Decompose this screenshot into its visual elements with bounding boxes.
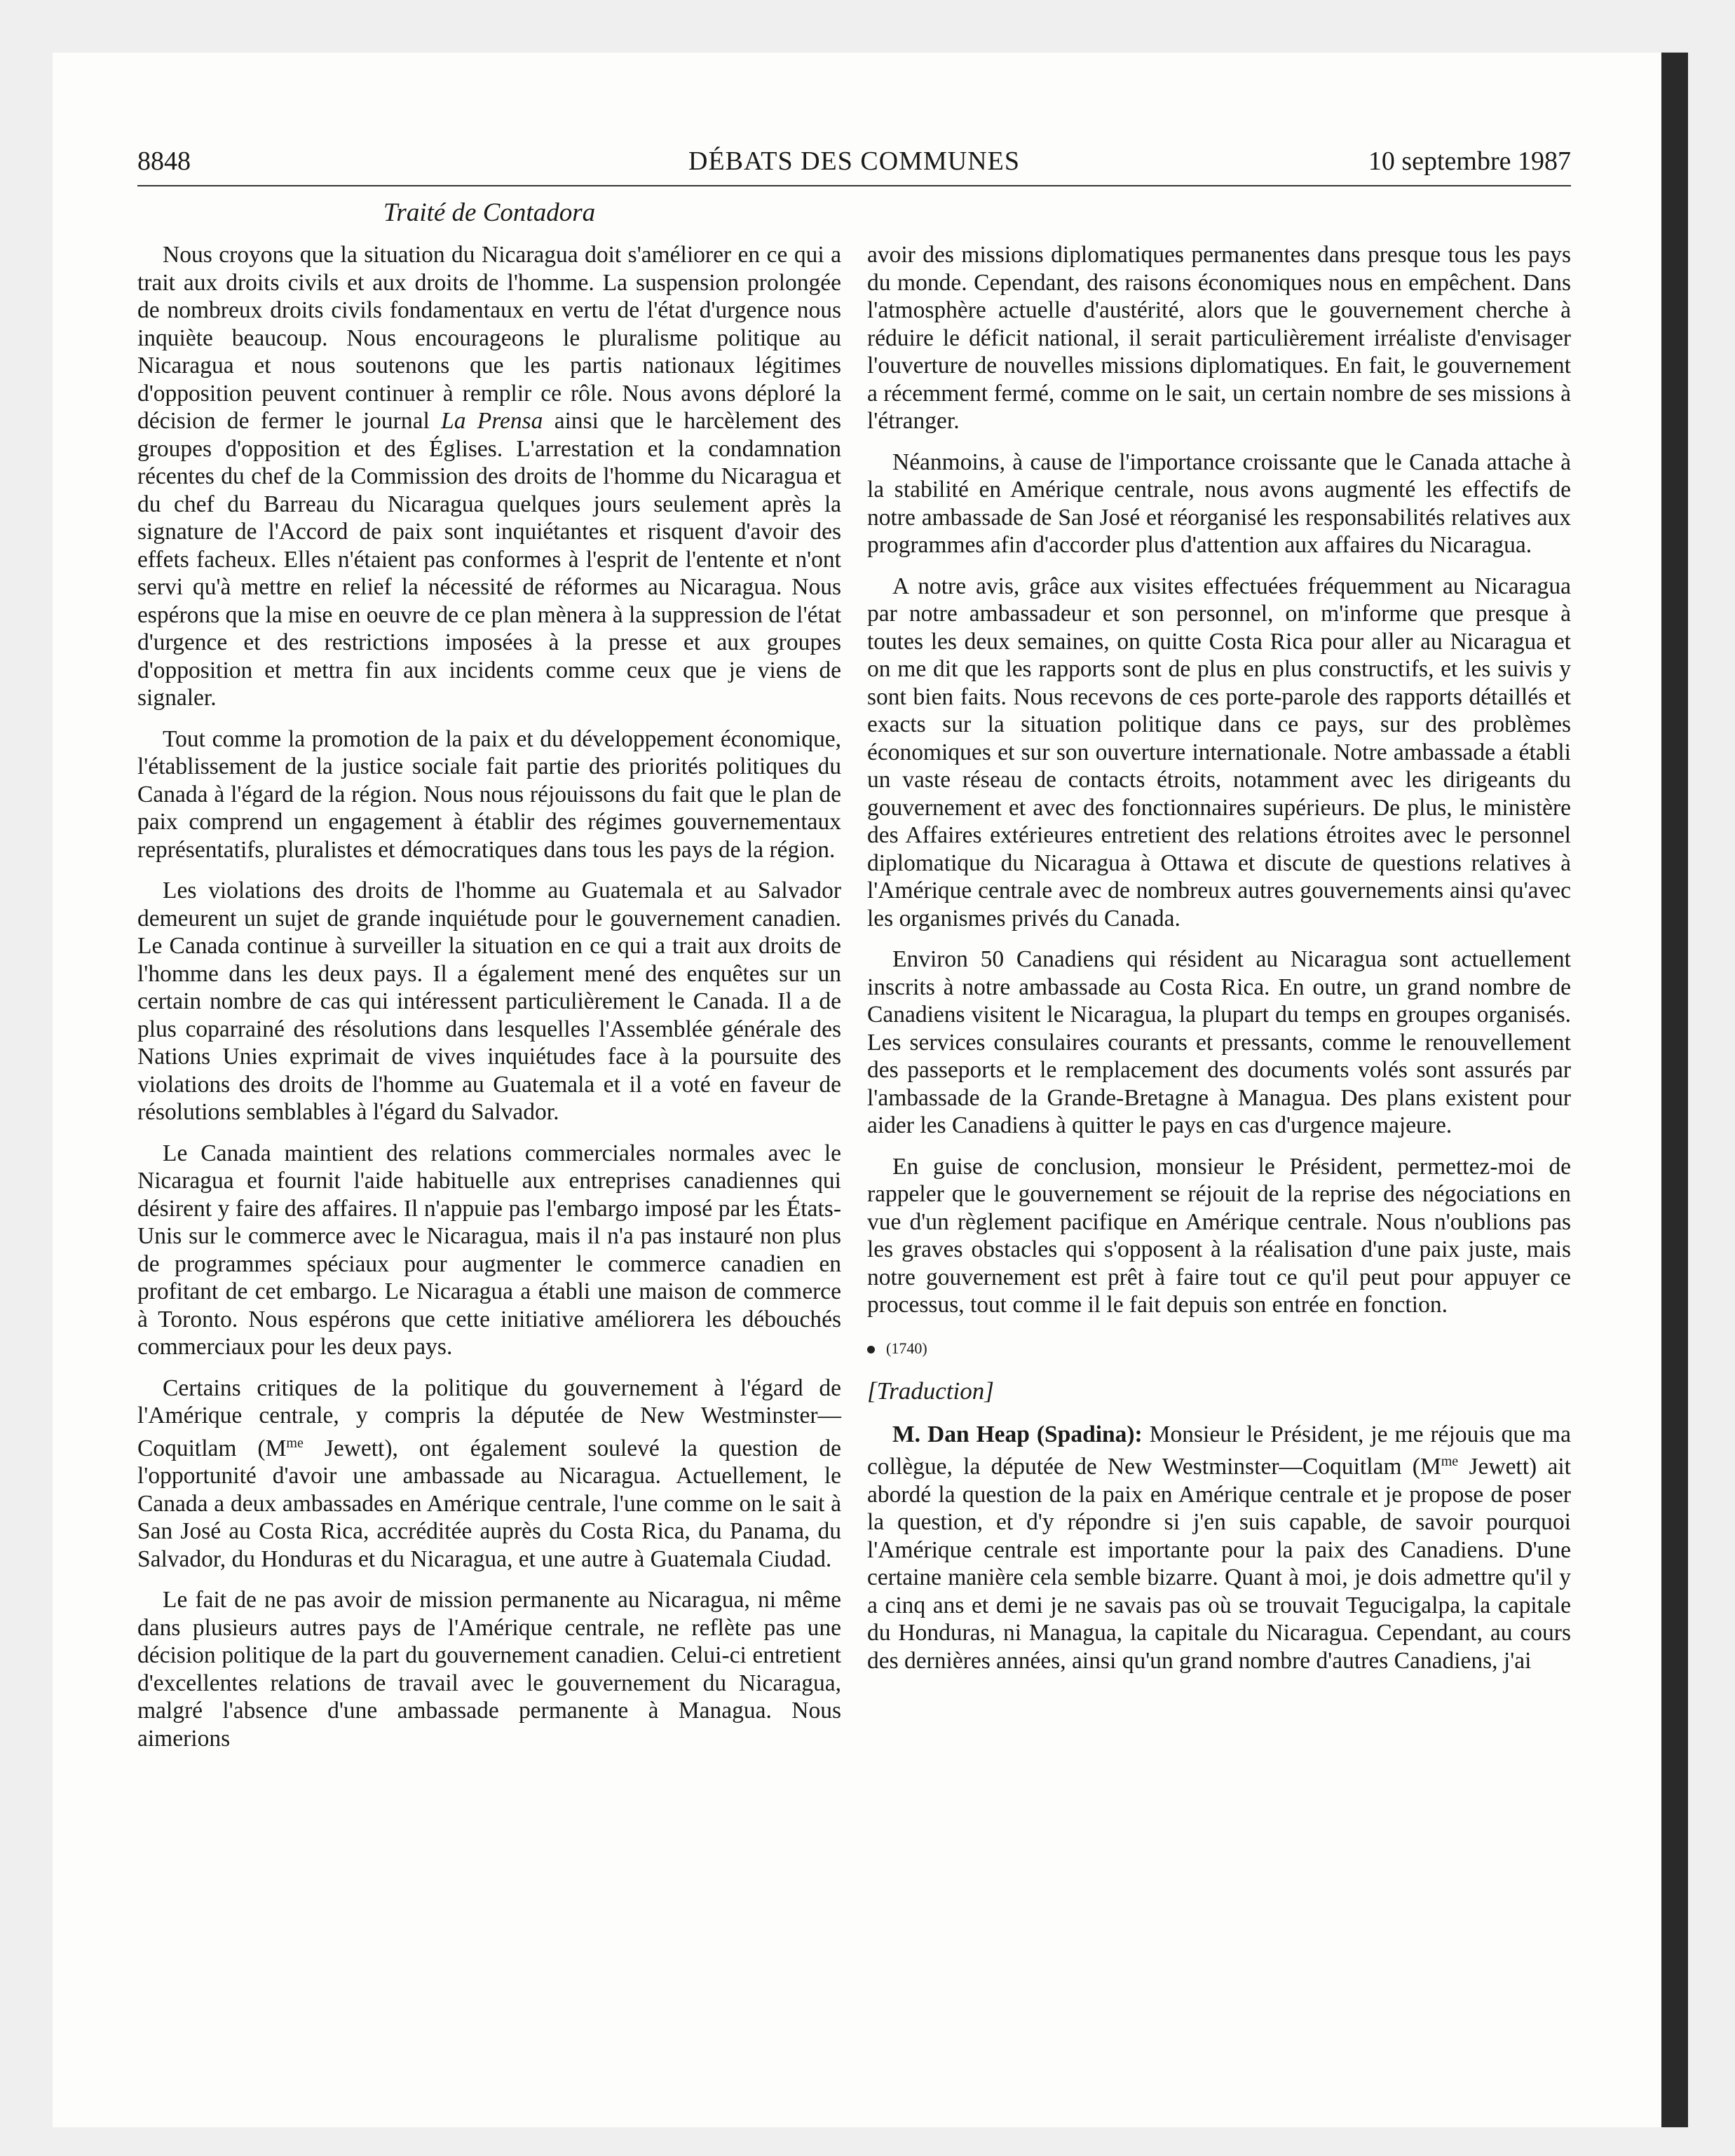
right-column [867,241,1571,1688]
newspaper-title: La Prensa [441,408,543,434]
page-date: 10 septembre 1987 [1368,146,1571,176]
paragraph: Certains critiques de la politique du gouvernement à l'égard de l'Amérique centrale, y compris la députée de New Westminster—Coquitlam ($M^{me}$ Jewett), ont également soulevé la question de l'opportunité d'avoir une ambassade au Nicaragua. Actuellement, le Canada a deux ambassades en Amérique centrale, l'une comme on le sait à San José au Costa Rica, accréditée auprès du Costa Rica, du Panama, du Salvador, du Honduras et du Nicaragua, et une autre à Guatemala Ciudad. [137,1374,842,1572]
page-number: 8848 [137,146,191,176]
bullet-icon [867,1346,875,1353]
left-column [137,241,841,1766]
paragraph: A notre avis, grâce aux visites effectuées fréquemment au Nicaragua par notre ambassadeur et son personnel, on m'informe que presque à toutes les deux semaines, on quitte Costa Rica pour aller au Nicaragua et on me dit que les rapports sont de plus en plus constructifs, et les suivis y sont bien faits. Nous recevons de ces porte-parole des rapports détaillés et exacts sur la situation politique dans ce pays, sur des problèmes économiques et sur son ouverture internationale. Notre ambassade a établi un vaste réseau de contacts étroits, notamment avec les dirigeants du gouvernement et avec des fonctionnaires supérieurs. De plus, le ministère des Affaires extérieures entretient des relations étroites avec le personnel diplomatique du Nicaragua à Ottawa et discute de questions relatives à l'Amérique centrale avec de nombreux autres gouvernements ainsi qu'avec les organismes privés du Canada. [867,573,1571,932]
paragraph: Néanmoins, à cause de l'importance croissante que le Canada attache à la stabilité en Amérique centrale, nous avons augmenté les effectifs de notre ambassade de San José et réorganisé les responsabilités relatives aux programmes afin d'accorder plus d'attention aux affaires du Nicaragua. [867,449,1571,558]
page-header [137,146,1571,186]
speaker-name: M. Dan Heap (Spadina): [892,1421,1143,1447]
translation-label: [Traduction] [867,1377,994,1405]
paragraph: Les violations des droits de l'homme au Guatemala et au Salvador demeurent un sujet de grande inquiétude pour le gouvernement canadien. Le Canada continue à surveiller la situation en ce qui a trait aux droits de l'homme dans les deux pays. Il a également mené des enquêtes sur un certain nombre de cas qui intéressent particulièrement le Canada. Il a de plus coparrainé des résolutions dans lesquelles l'Assemblée générale des Nations Unies exprimait de vives inquiétudes face à la poursuite des violations des droits de l'homme au Guatemala et il a voté en faveur de résolutions semblables à l'égard du Salvador. [137,878,841,1125]
speaker-paragraph: M. Dan Heap (Spadina): Monsieur le Président, je me réjouis que ma collègue, la députée de New Westminster—Coquitlam ($M^{me}$ Jewett) ait abordé la question de la paix en Amérique centrale et je propose de poser la question, et d'y répondre si j'en suis capable, de savoir pourquoi l'Amérique centrale est importante pour la paix des Canadiens. D'une certaine manière cela semble bizarre. Quant à moi, je dois admettre qu'il y a cinq ans et demi je ne savais pas où se trouvait Tegucigalpa, la capitale du Honduras, ni Managua, la capitale du Nicaragua. Cependant, au cours des dernières années, ainsi qu'un grand nombre d'autres Canadiens, j'ai [867,1421,1571,1674]
scan-edge [1661,53,1688,2127]
publication-title: DÉBATS DES COMMUNES [688,146,1020,176]
paragraph: Environ 50 Canadiens qui résident au Nicaragua sont actuellement inscrits à notre ambassade au Costa Rica. En outre, un grand nombre de Canadiens visitent le Nicaragua, la plupart du temps en groupes organisés. Les services consulaires courants et pressants, comme le renouvellement des passeports et le remplacement des documents volés sont assurés par l'ambassade de la Grande-Bretagne à Managua. Des plans existent pour aider les Canadiens à quitter le pays en cas d'urgence majeure. [867,946,1571,1138]
paragraph: Le Canada maintient des relations commerciales normales avec le Nicaragua et fournit l'aide habituelle aux entreprises canadiennes qui désirent y faire des affaires. Il n'appuie pas l'embargo imposé par les États-Unis sur le commerce avec le Nicaragua, mais il n'a pas instauré non plus de programmes spéciaux pour augmenter le commerce canadien en profitant de cet embargo. Le Nicaragua a établi une maison de commerce à Toronto. Nous espérons que cette initiative améliorera les débouchés commerciaux pour les deux pays. [137,1140,841,1360]
paragraph: Le fait de ne pas avoir de mission permanente au Nicaragua, ni même dans plusieurs autres pays de l'Amérique centrale, ne reflète pas une décision politique de la part du gouvernement canadien. Celui-ci entretient d'excellentes relations de travail avec le gouvernement du Nicaragua, malgré l'absence d'une ambassade permanente à Managua. Nous aimerions [137,1587,841,1752]
paragraph: Tout comme la promotion de la paix et du développement économique, l'établissement de la justice sociale fait partie des priorités politiques du Canada à l'égard de la région. Nous nous réjouissons du fait que le plan de paix comprend un engagement à établir des régimes gouvernementaux représentatifs, pluralistes et démocratiques dans tous les pays de la région. [137,725,841,863]
time-marker: (1740) [867,1335,1571,1363]
paragraph: Nous croyons que la situation du Nicaragua doit s'améliorer en ce qui a trait aux droits civils et aux droits de l'homme. La suspension prolongée de nombreux droits civils fondamentaux en vertu de l'état d'urgence nous inquiète beaucoup. Nous encourageons le pluralisme politique au Nicaragua et nous soutenons que les partis nationaux légitimes d'opposition peuvent continuer à remplir ce rôle. Nous avons déploré la décision de fermer le journal La Prensa ainsi que le harcèlement des groupes d'opposition et des Églises. L'arrestation et la condamnation récentes du chef de la Commission des droits de l'homme du Nicaragua et du chef du Barreau du Nicaragua quelques jours seulement après la signature de l'Accord de paix sont inquiétantes et risquent d'avoir des effets facheux. Elles n'étaient pas conformes à l'esprit de l'entente et n'ont servi qu'à mettre en relief la nécessité de réformes au Nicaragua. Nous espérons que la mise en oeuvre de ce plan mènera à la suppression de l'état d'urgence et des restrictions imposées à la presse et aux groupes d'opposition et mettra fin aux incidents comme ceux que je viens de signaler. [137,242,842,711]
paragraph: avoir des missions diplomatiques permanentes dans presque tous les pays du monde. Cependant, des raisons économiques nous en empêchent. Dans l'atmosphère actuelle d'austérité, alors que le gouvernement cherche à réduire le déficit national, il serait particulièrement irréaliste d'envisager l'ouverture de nouvelles missions diplomatiques. En fait, le gouvernement a récemment fermé, comme on le sait, un certain nombre de ses missions à l'étranger. [867,242,1571,434]
section-title: Traité de Contadora [383,198,596,227]
paragraph: En guise de conclusion, monsieur le Président, permettez-moi de rappeler que le gouvernement se réjouit de la reprise des négociations en vue d'un règlement pacifique en Amérique centrale. Nous n'oublions pas les graves obstacles qui s'opposent à la réalisation d'une paix juste, mais notre gouvernement est prêt à faire tout ce qu'il peut pour appuyer ce processus, tout comme il le fait depuis son entrée en fonction. [867,1153,1571,1318]
